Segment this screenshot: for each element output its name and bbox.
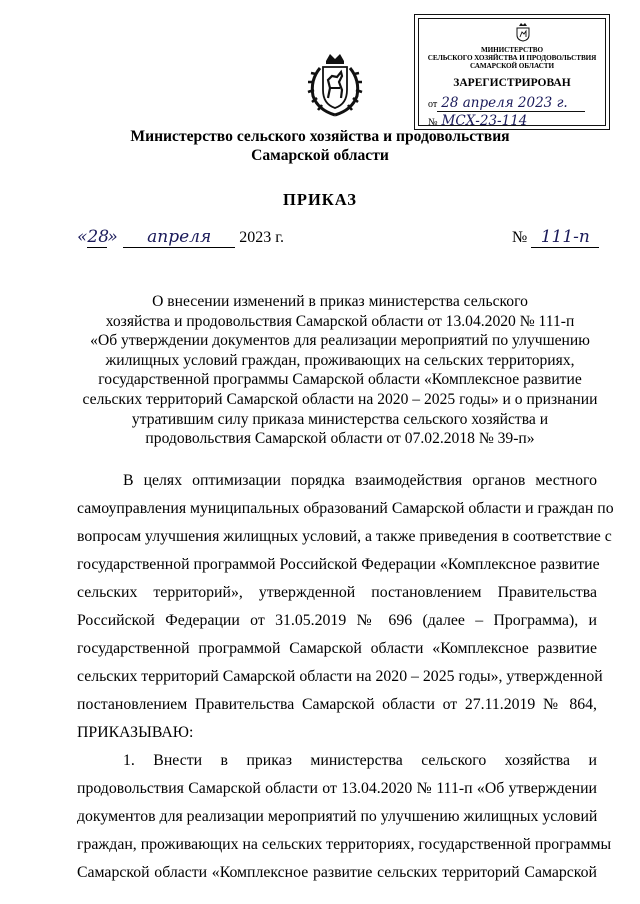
body-line: вопросам улучшения жилищных условий, а также приведения в соответствие с — [77, 528, 612, 545]
body-line: В целях оптимизации порядка взаимодействия органов местного — [123, 472, 597, 489]
stamp-registered: ЗАРЕГИСТРИРОВАН — [453, 77, 571, 89]
body-line: постановлением Правительства Самарской области от 27.11.2019 № 864, — [77, 696, 597, 713]
stamp-date-prefix: от — [428, 99, 438, 110]
order-number — [512, 227, 599, 248]
title-line: хозяйства и продовольствия Самарской области от 13.04.2020 № 111-п — [105, 312, 575, 330]
registration-stamp — [414, 14, 610, 130]
stamp-number-value: МСХ-23-114 — [441, 113, 528, 129]
stamp-number-prefix: № — [428, 117, 438, 128]
stamp-line-2: СЕЛЬСКОГО ХОЗЯЙСТВА И ПРОДОВОЛЬСТВИЯ — [427, 54, 597, 62]
body-line: государственной программой Российской Федерации «Комплексное развитие — [77, 556, 600, 573]
title-line: государственной программы Самарской области «Комплексное развитие — [98, 371, 582, 389]
body-line: граждан, проживающих на сельских территориях, государственной программы — [77, 836, 612, 853]
body-line: документов для реализации мероприятий по улучшению жилищных условий — [77, 808, 598, 825]
title-line: О внесении изменений в приказ министерства сельского — [152, 293, 528, 310]
ministry-name-line2: Самарской области — [251, 147, 389, 164]
stamp-inner-frame — [418, 18, 606, 129]
coat-of-arms-icon — [306, 52, 364, 118]
body-line: Самарской области «Комплексное развитие сельских территорий Самарской — [77, 864, 597, 881]
order-year: 2023 г. — [239, 229, 284, 246]
order-number-prefix: № — [512, 229, 528, 246]
order-number-value: 111-п — [531, 227, 599, 248]
body-line: самоуправления муниципальных образований Самарской области и граждан по — [77, 500, 614, 517]
stamp-line-3: САМАРСКОЙ ОБЛАСТИ — [470, 62, 554, 70]
title-line: продовольствия Самарской области от 07.02.2018 № 39-п» — [145, 430, 535, 448]
order-title — [50, 292, 630, 449]
ministry-name-line1: Министерство сельского хозяйства и продовольствия — [130, 128, 510, 145]
body-line: сельских территорий Самарской области на 2020 – 2025 годы», утвержденной — [77, 668, 603, 685]
stamp-line-1: МИНИСТЕРСТВО — [481, 46, 543, 54]
document-type: ПРИКАЗ — [283, 190, 357, 209]
body-line: Российской Федерации от 31.05.2019 № 696 (далее – Программа), и — [77, 612, 597, 629]
body-line: продовольствия Самарской области от 13.04.2020 № 111-п «Об утверждении — [77, 780, 597, 797]
body-line: сельских территорий», утвержденной постановлением Правительства — [77, 584, 597, 601]
title-line: сельских территорий Самарской области на 2020 – 2025 годы» и о признании — [82, 390, 598, 408]
order-date: «28» апреля 2023 г. — [77, 227, 284, 247]
body-line: ПРИКАЗЫВАЮ: — [77, 724, 194, 741]
order-day: 28 — [87, 227, 110, 247]
stamp-emblem-icon — [514, 22, 532, 42]
body-line: 1. Внести в приказ министерства сельского хозяйства и — [123, 752, 597, 769]
title-line: утратившим силу приказа министерства сельского хозяйства и — [131, 410, 549, 428]
title-line: «Об утверждении документов для реализации мероприятий по улучшению — [90, 332, 590, 350]
body-line: государственной программой Самарской области «Комплексное развитие — [77, 640, 597, 657]
stamp-date-value: 28 апреля 2023 г. — [441, 95, 568, 111]
order-month: апреля — [123, 227, 235, 248]
title-line: жилищных условий граждан, проживающих на сельских территориях, — [105, 351, 575, 369]
stamp-date-row — [428, 95, 585, 112]
